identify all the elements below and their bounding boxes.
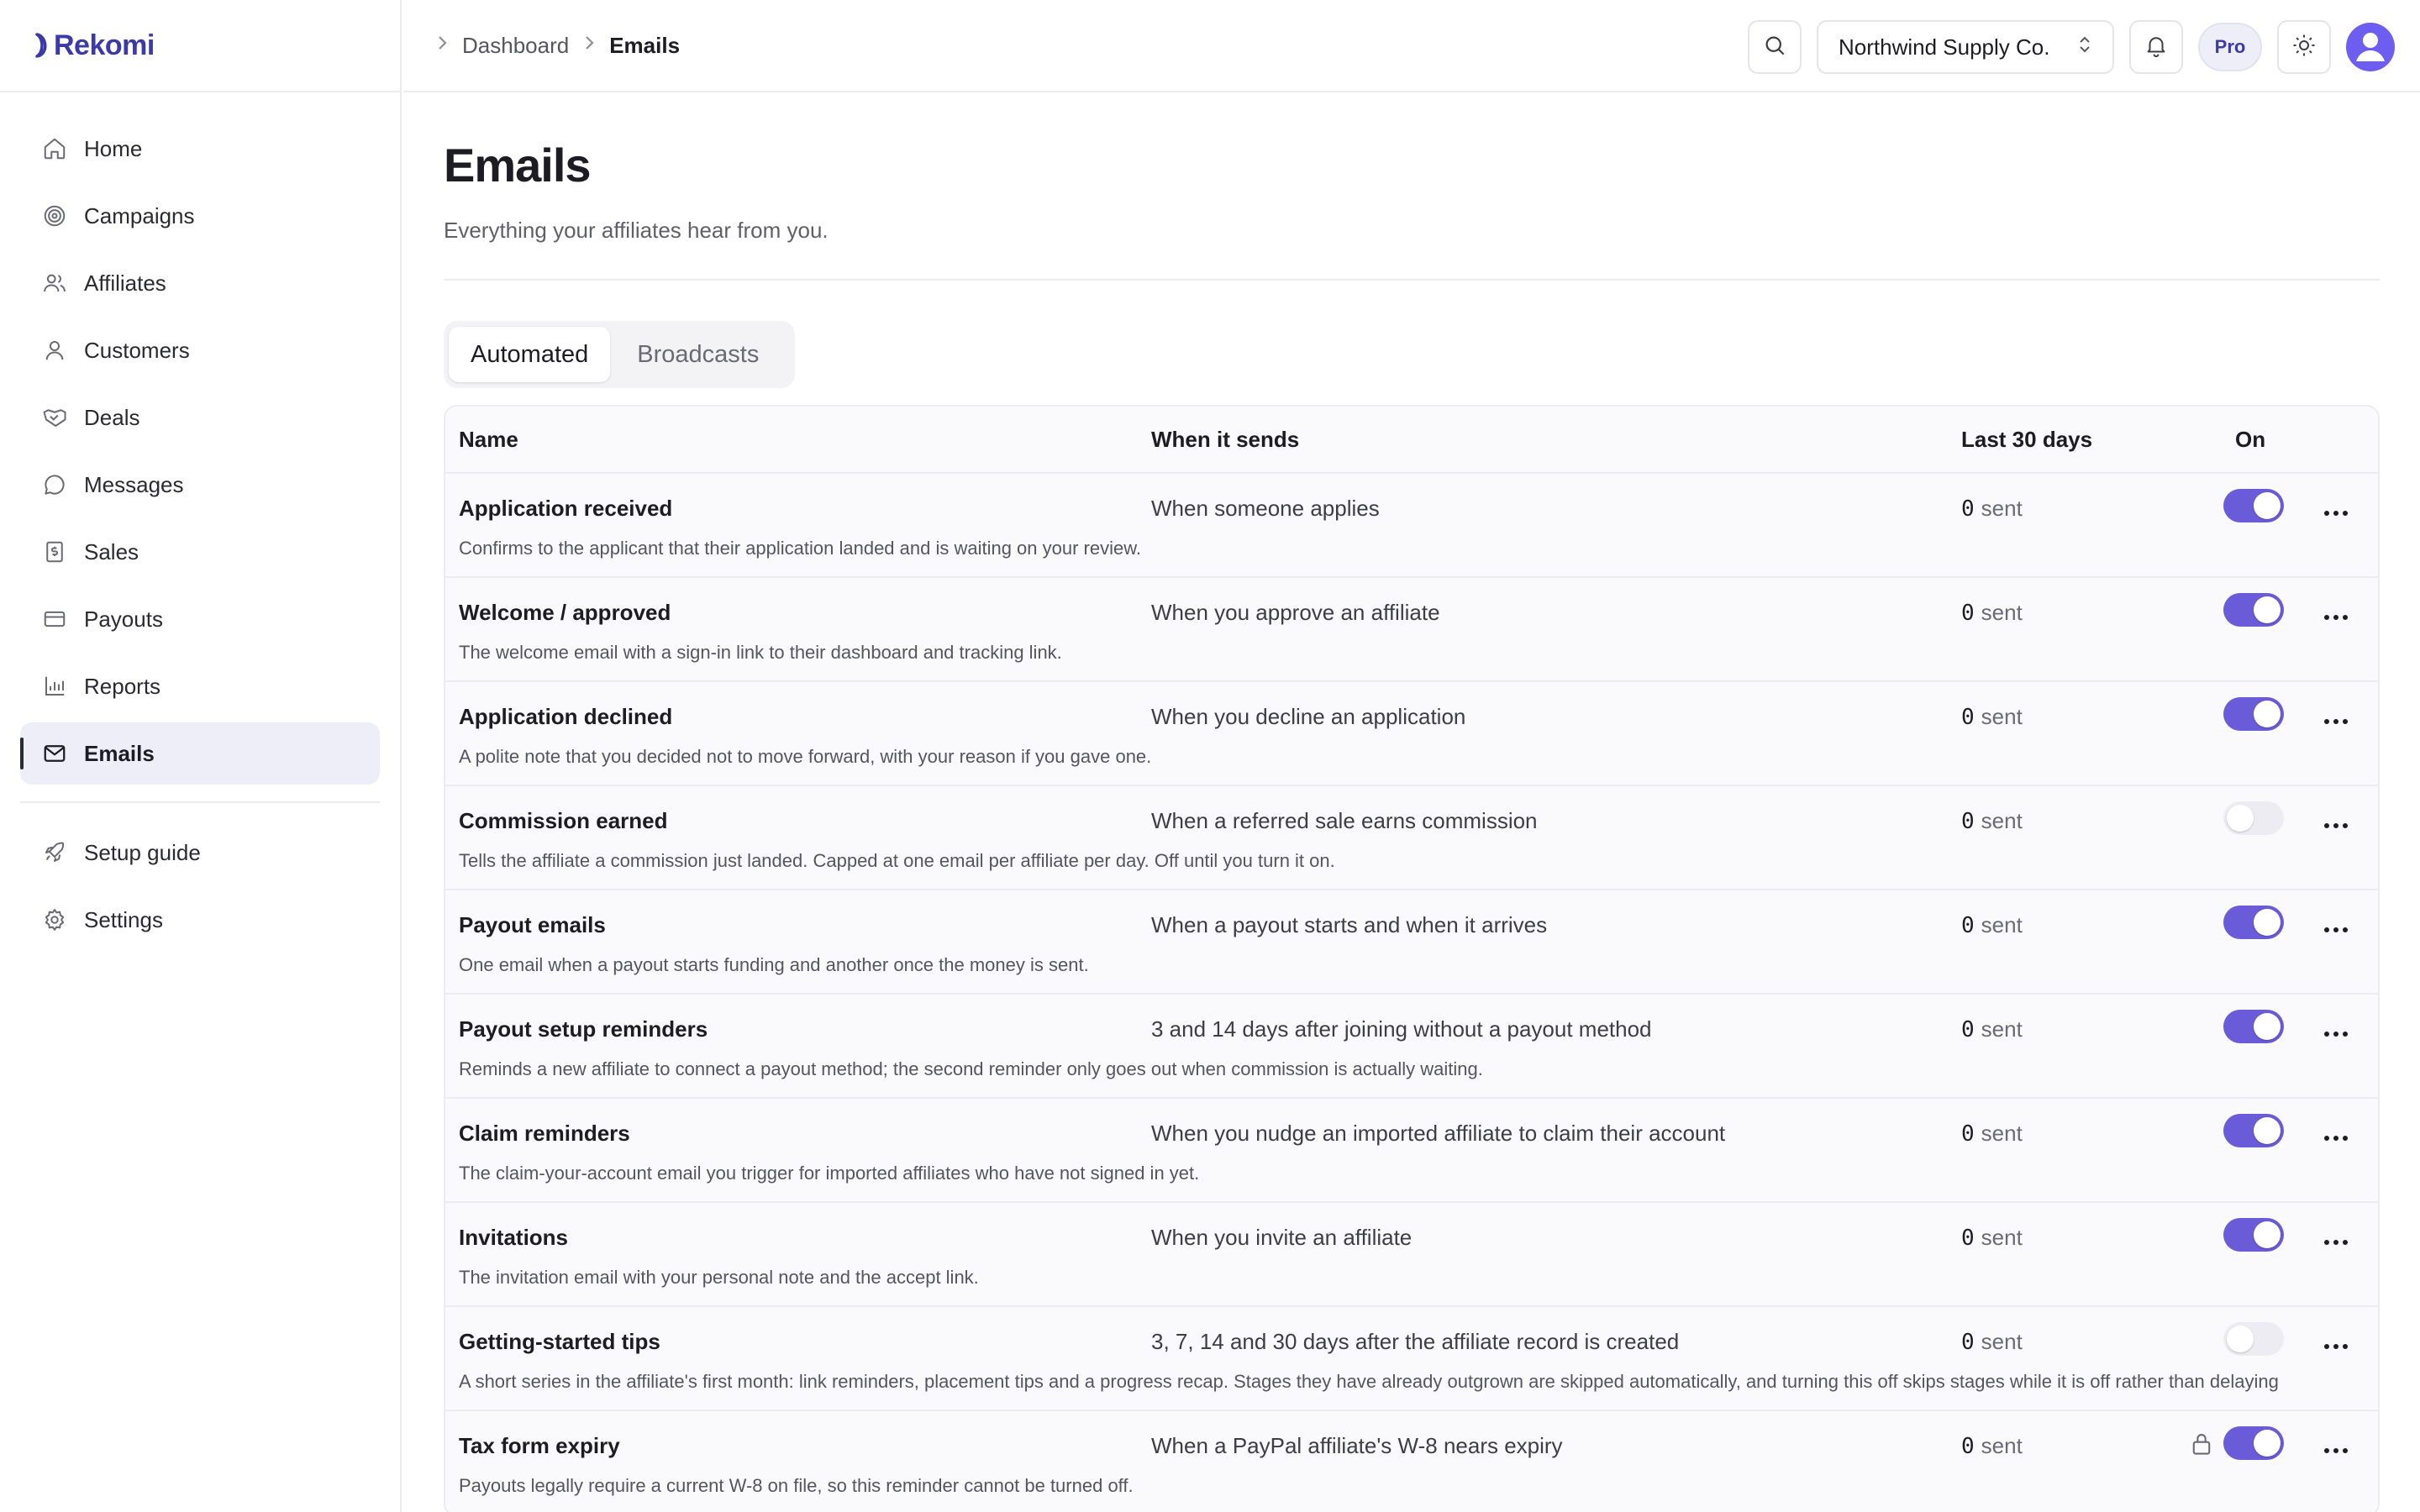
more-horizontal-icon: [2323, 911, 2349, 940]
column-header-last-30-days: Last 30 days: [1961, 426, 2093, 452]
enabled-toggle[interactable]: [2223, 1322, 2284, 1356]
enabled-toggle[interactable]: [2223, 1218, 2284, 1252]
email-name: Welcome / approved: [459, 600, 671, 625]
sent-count: [1961, 912, 2023, 938]
theme-toggle-button[interactable]: [2277, 20, 2331, 74]
email-name: Payout emails: [459, 912, 606, 937]
row-menu-button[interactable]: [2317, 1430, 2354, 1463]
handshake-icon: [40, 403, 69, 432]
sent-number: 0: [1961, 1434, 1975, 1459]
sent-count: [1961, 1016, 2023, 1042]
sent-count: [1961, 1433, 2023, 1459]
sidebar-item-customers[interactable]: [20, 319, 380, 381]
page-subtitle: Everything your affiliates hear from you.: [444, 218, 829, 243]
row-menu-button[interactable]: [2317, 1013, 2354, 1047]
sidebar-item-deals[interactable]: [20, 386, 380, 449]
table-row: [445, 1099, 2378, 1203]
search-button[interactable]: [1748, 20, 1802, 74]
toggle-knob: [2254, 1430, 2281, 1457]
sent-count: [1961, 704, 2023, 730]
toggle-knob: [2227, 805, 2254, 832]
sent-number: 0: [1961, 1017, 1975, 1042]
plan-badge[interactable]: Pro: [2198, 23, 2262, 71]
sidebar-item-campaigns[interactable]: [20, 185, 380, 247]
logo-icon: [30, 32, 52, 59]
email-name: Getting-started tips: [459, 1329, 660, 1354]
more-horizontal-icon: [2323, 1328, 2349, 1357]
sent-number: 0: [1961, 601, 1975, 626]
bar-chart-icon: [40, 672, 69, 701]
user-avatar-icon: [2346, 23, 2395, 71]
column-header-when: When it sends: [1151, 426, 1300, 452]
row-menu-button[interactable]: [2317, 805, 2354, 838]
email-name: Application received: [459, 496, 673, 521]
more-horizontal-icon: [2323, 1432, 2349, 1461]
sent-number: 0: [1961, 809, 1975, 834]
tab-broadcasts[interactable]: Broadcasts: [637, 340, 760, 368]
email-trigger: When you decline an application: [1151, 704, 1466, 729]
topbar-actions: [1748, 20, 2395, 74]
row-menu-button[interactable]: [2317, 1326, 2354, 1359]
email-description: Reminds a new affiliate to connect a payout method; the second reminder only goes out when commission is actually waiting.: [459, 1058, 1483, 1079]
home-icon: [40, 134, 69, 163]
email-description: Payouts legally require a current W-8 on file, so this reminder cannot be turned off.: [459, 1475, 1134, 1496]
email-name: Invitations: [459, 1225, 569, 1250]
row-menu-button[interactable]: [2317, 596, 2354, 630]
bell-icon: [2144, 33, 2169, 62]
user-icon: [40, 336, 69, 365]
header-divider: [444, 279, 2380, 281]
enabled-toggle[interactable]: [2223, 906, 2284, 939]
table-row: [445, 682, 2378, 786]
more-horizontal-icon: [2323, 1224, 2349, 1252]
target-icon: [40, 202, 69, 230]
sent-label: sent: [1981, 1121, 2023, 1146]
row-menu-button[interactable]: [2317, 492, 2354, 526]
more-horizontal-icon: [2323, 599, 2349, 627]
sent-count: [1961, 1225, 2023, 1251]
sidebar-nav: [0, 92, 400, 951]
email-name: Payout setup reminders: [459, 1016, 708, 1042]
sent-number: 0: [1961, 496, 1975, 522]
sidebar: [0, 0, 402, 1512]
sent-number: 0: [1961, 705, 1975, 730]
row-menu-button[interactable]: [2317, 909, 2354, 942]
topbar: [403, 0, 2420, 92]
toggle-knob: [2227, 1326, 2254, 1352]
toggle-knob: [2254, 492, 2281, 519]
email-trigger: 3, 7, 14 and 30 days after the affiliate record is created: [1151, 1329, 1680, 1354]
email-description: The welcome email with a sign-in link to their dashboard and tracking link.: [459, 642, 1062, 663]
enabled-toggle[interactable]: [2223, 801, 2284, 835]
toggle-knob: [2254, 1117, 2281, 1144]
email-description: The invitation email with your personal note and the accept link.: [459, 1267, 979, 1288]
email-trigger: When a PayPal affiliate's W-8 nears expiry: [1151, 1433, 1563, 1458]
toggle-knob: [2254, 1221, 2281, 1248]
enabled-toggle[interactable]: [2223, 1114, 2284, 1147]
table-row: [445, 1411, 2378, 1512]
column-header-on: On: [2235, 426, 2266, 452]
more-horizontal-icon: [2323, 703, 2349, 732]
email-description: A short series in the affiliate's first month: link reminders, placement tips and a progress recap. Stages they have already outgrown are skipped automatically, and turning this off skips stages while it is off rather than delaying: [459, 1371, 2279, 1392]
main-content: [444, 92, 2380, 1512]
sent-label: sent: [1981, 704, 2023, 729]
sent-count: [1961, 1329, 2023, 1355]
sidebar-item-label: Home: [84, 135, 143, 161]
table-row: [445, 786, 2378, 890]
receipt-icon: [40, 538, 69, 566]
more-horizontal-icon: [2323, 1120, 2349, 1148]
row-menu-button[interactable]: [2317, 701, 2354, 734]
email-description: The claim-your-account email you trigger for imported affiliates who have not signed in yet.: [459, 1163, 1200, 1184]
email-name: Application declined: [459, 704, 673, 729]
tab-list: [444, 321, 795, 388]
email-trigger: When a referred sale earns commission: [1151, 808, 1538, 833]
email-trigger: When a payout starts and when it arrives: [1151, 912, 1548, 937]
sent-label: sent: [1981, 1225, 2023, 1250]
notifications-button[interactable]: [2129, 20, 2183, 74]
column-header-name: Name: [459, 426, 518, 452]
sent-number: 0: [1961, 913, 1975, 938]
email-description: A polite note that you decided not to move forward, with your reason if you gave one.: [459, 746, 1152, 767]
sidebar-item-label: Setup guide: [84, 839, 201, 865]
email-trigger: When you nudge an imported affiliate to claim their account: [1151, 1121, 1726, 1146]
tab-automated[interactable]: Automated: [449, 327, 610, 382]
rocket-icon: [40, 838, 69, 867]
sent-number: 0: [1961, 1121, 1975, 1147]
sent-label: sent: [1981, 600, 2023, 625]
sent-label: sent: [1981, 912, 2023, 937]
sun-icon: [2291, 33, 2317, 62]
mail-icon: [40, 739, 69, 768]
sidebar-item-sales[interactable]: [20, 521, 380, 583]
toggle-knob: [2254, 1013, 2281, 1040]
sent-label: sent: [1981, 1016, 2023, 1042]
chevron-right-icon: [435, 34, 449, 58]
email-description: One email when a payout starts funding and another once the money is sent.: [459, 954, 1089, 975]
table-row: [445, 890, 2378, 995]
sidebar-item-label: Messages: [84, 471, 184, 497]
org-name: Northwind Supply Co.: [1839, 34, 2050, 60]
sidebar-item-emails[interactable]: [20, 722, 380, 785]
gear-icon: [40, 906, 69, 934]
row-menu-button[interactable]: [2317, 1221, 2354, 1255]
sent-count: [1961, 496, 2023, 522]
search-icon: [1762, 33, 1787, 62]
row-menu-button[interactable]: [2317, 1117, 2354, 1151]
sent-count: [1961, 808, 2023, 834]
more-horizontal-icon: [2323, 495, 2349, 523]
sidebar-item-label: Payouts: [84, 606, 163, 632]
lock-icon: [2190, 1431, 2213, 1457]
enabled-toggle[interactable]: [2223, 1426, 2284, 1460]
emails-table: [444, 405, 2380, 1512]
sidebar-item-label: Campaigns: [84, 202, 195, 228]
email-trigger: When someone applies: [1151, 496, 1380, 521]
brand-name: Rekomi: [54, 29, 155, 61]
toggle-knob: [2254, 596, 2281, 623]
sidebar-item-label: Reports: [84, 673, 161, 699]
chevron-up-down-icon: [2075, 33, 2094, 62]
sent-count: [1961, 1121, 2023, 1147]
table-row: [445, 474, 2378, 578]
email-description: Tells the affiliate a commission just landed. Capped at one email per affiliate per day. Off until you turn it on.: [459, 850, 1335, 871]
sidebar-item-label: Settings: [84, 906, 163, 932]
sidebar-item-label: Sales: [84, 538, 139, 564]
card-icon: [40, 605, 69, 633]
sent-label: sent: [1981, 808, 2023, 833]
sidebar-item-label: Emails: [84, 740, 155, 766]
toggle-knob: [2254, 909, 2281, 936]
page-title: Emails: [444, 139, 591, 192]
enabled-toggle[interactable]: [2223, 593, 2284, 627]
sidebar-item-label: Customers: [84, 337, 190, 363]
enabled-toggle[interactable]: [2223, 489, 2284, 522]
email-trigger: When you invite an affiliate: [1151, 1225, 1413, 1250]
logo[interactable]: [0, 0, 400, 92]
table-row: [445, 578, 2378, 682]
chevron-right-icon: [582, 34, 596, 58]
org-switcher[interactable]: [1817, 20, 2114, 74]
sidebar-item-messages[interactable]: [20, 454, 380, 516]
sidebar-item-payouts[interactable]: [20, 588, 380, 650]
users-icon: [40, 269, 69, 297]
toggle-knob: [2254, 701, 2281, 727]
enabled-toggle[interactable]: [2223, 1010, 2284, 1043]
avatar[interactable]: [2346, 23, 2395, 71]
sent-label: sent: [1981, 1329, 2023, 1354]
sidebar-item-label: Affiliates: [84, 270, 166, 296]
email-name: Claim reminders: [459, 1121, 630, 1146]
sidebar-item-home[interactable]: [20, 118, 380, 180]
enabled-toggle[interactable]: [2223, 697, 2284, 731]
table-row: [445, 1203, 2378, 1307]
email-trigger: 3 and 14 days after joining without a payout method: [1151, 1016, 1652, 1042]
sent-number: 0: [1961, 1226, 1975, 1251]
breadcrumb-dashboard[interactable]: Dashboard: [462, 32, 570, 58]
logo-wordmark: [30, 29, 155, 62]
sidebar-divider: [20, 801, 380, 803]
sidebar-item-affiliates[interactable]: [20, 252, 380, 314]
email-trigger: When you approve an affiliate: [1151, 600, 1440, 625]
more-horizontal-icon: [2323, 807, 2349, 836]
breadcrumb-current: Emails: [609, 32, 681, 58]
email-name: Tax form expiry: [459, 1433, 620, 1458]
sent-label: sent: [1981, 496, 2023, 521]
sidebar-item-label: Deals: [84, 404, 140, 430]
sent-label: sent: [1981, 1433, 2023, 1458]
table-row: [445, 995, 2378, 1099]
table-row: [445, 1307, 2378, 1411]
sidebar-item-setup-guide[interactable]: [20, 822, 380, 884]
sent-number: 0: [1961, 1330, 1975, 1355]
breadcrumb: [435, 33, 680, 59]
more-horizontal-icon: [2323, 1016, 2349, 1044]
email-description: Confirms to the applicant that their application landed and is waiting on your review.: [459, 538, 1142, 559]
table-header: [445, 407, 2378, 474]
sidebar-item-reports[interactable]: [20, 655, 380, 717]
sent-count: [1961, 600, 2023, 626]
message-icon: [40, 470, 69, 499]
email-name: Commission earned: [459, 808, 668, 833]
sidebar-item-settings[interactable]: [20, 889, 380, 951]
